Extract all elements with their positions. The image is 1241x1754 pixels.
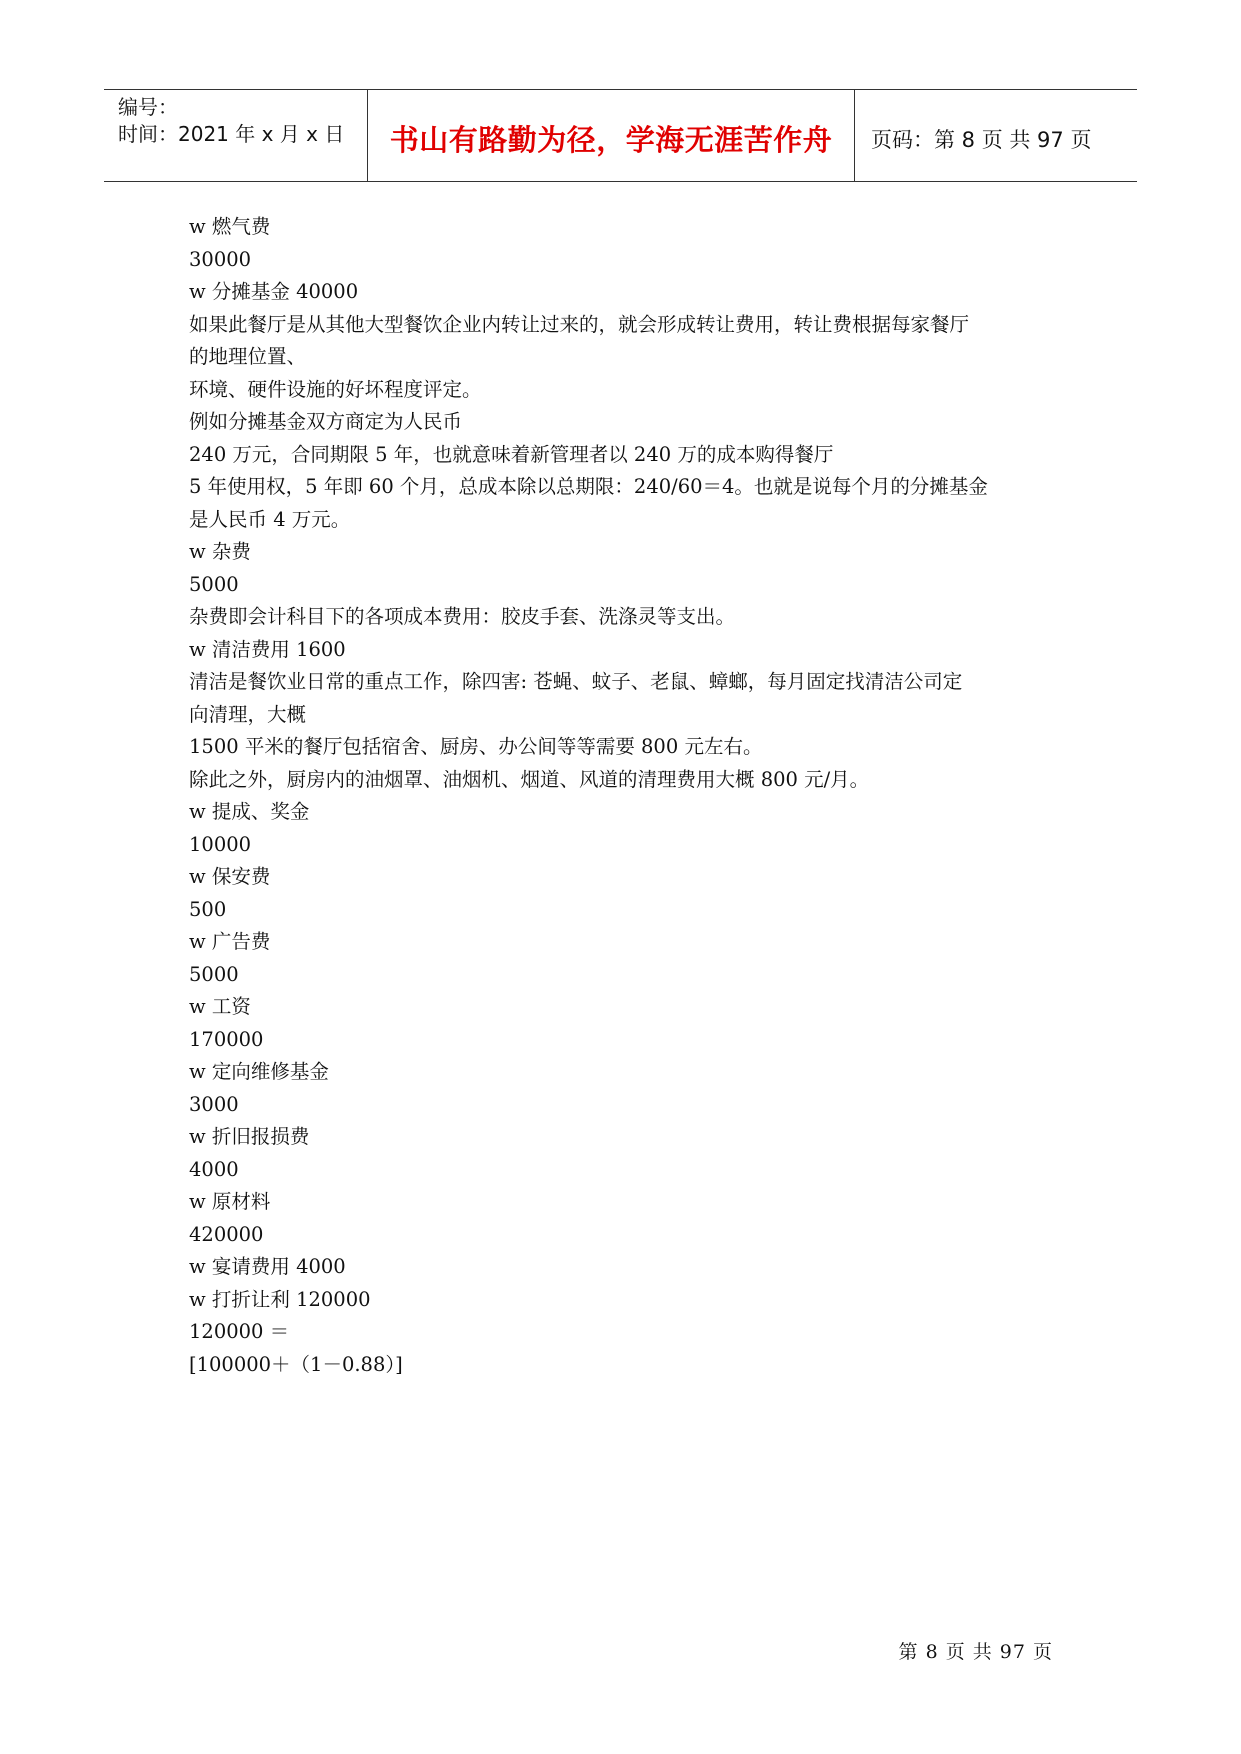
page-footer: 第 8 页 共 97 页 — [898, 1641, 1053, 1663]
body-text-line: w 折旧报损费 — [189, 1125, 310, 1148]
body-text-line: 清洁是餐饮业日常的重点工作，除四害: 苍蝇、蚊子、老鼠、蟑螂，每月固定找清洁公司定 — [189, 670, 963, 693]
document-time-label: 时间：2021 年 x 月 x 日 — [118, 122, 345, 146]
header-motto: 书山有路勤为径，学海无涯苦作舟 — [368, 90, 855, 181]
body-text-line: 杂费即会计科目下的各项成本费用：胶皮手套、洗涤灵等支出。 — [189, 605, 736, 628]
body-text-line: w 宴请费用 4000 — [189, 1255, 346, 1278]
body-text-line: 1500 平米的餐厅包括宿舍、厨房、办公间等等需要 800 元左右。 — [189, 735, 763, 758]
body-text-line: 向清理，大概 — [189, 702, 307, 726]
body-text-line: w 燃气费 — [189, 215, 271, 238]
body-text-line: w 杂费 — [189, 540, 251, 563]
body-text-line: 除此之外，厨房内的油烟罩、油烟机、烟道、风道的清理费用大概 800 元/月。 — [189, 767, 870, 791]
body-text-line: 120000 ＝ — [189, 1320, 290, 1343]
document-body — [189, 211, 1069, 1381]
body-text-line: 30000 — [189, 247, 252, 271]
body-text-line: w 定向维修基金 — [189, 1060, 329, 1083]
body-text-line: 如果此餐厅是从其他大型餐饮企业内转让过来的，就会形成转让费用，转让费根据每家餐厅 — [189, 312, 970, 336]
header-page-number: 页码：第 8 页 共 97 页 — [871, 127, 1092, 152]
body-text-line: w 广告费 — [189, 930, 271, 953]
page-header — [104, 89, 1137, 182]
body-text-line: w 清洁费用 1600 — [189, 637, 346, 661]
body-text-line: 240 万元，合同期限 5 年，也就意味着新管理者以 240 万的成本购得餐厅 — [189, 442, 834, 466]
body-text-line: 4000 — [189, 1157, 239, 1181]
body-text-line: 420000 — [189, 1222, 264, 1246]
body-text-line: 例如分摊基金双方商定为人民币 — [189, 410, 463, 433]
body-text-line: [100000＋（1－0.88）] — [189, 1352, 403, 1376]
body-text-line: 10000 — [189, 832, 252, 856]
body-text-line: w 原材料 — [189, 1190, 271, 1213]
body-text-line: 5000 — [189, 962, 239, 986]
body-text-line: w 打折让利 120000 — [189, 1287, 371, 1311]
body-text-line: 170000 — [189, 1027, 264, 1051]
body-text-line: 3000 — [189, 1092, 239, 1116]
body-text-line: 的地理位置、 — [189, 345, 307, 368]
body-text-line: w 提成、奖金 — [189, 800, 310, 823]
body-text-line: 5 年使用权，5 年即 60 个月，总成本除以总期限：240/60＝4。也就是说每个月的分摊基金 — [189, 475, 988, 498]
document-number-label: 编号： — [118, 95, 178, 119]
body-text-line: 环境、硬件设施的好坏程度评定。 — [189, 377, 482, 401]
body-text-line: w 保安费 — [189, 865, 271, 888]
body-text-line: w 分摊基金 40000 — [189, 280, 359, 303]
body-text-line: 500 — [189, 897, 227, 921]
body-text-line: 是人民币 4 万元。 — [189, 507, 351, 531]
header-info-cell — [104, 90, 368, 181]
body-text-line: w 工资 — [189, 995, 251, 1018]
body-text-line: 5000 — [189, 572, 239, 596]
